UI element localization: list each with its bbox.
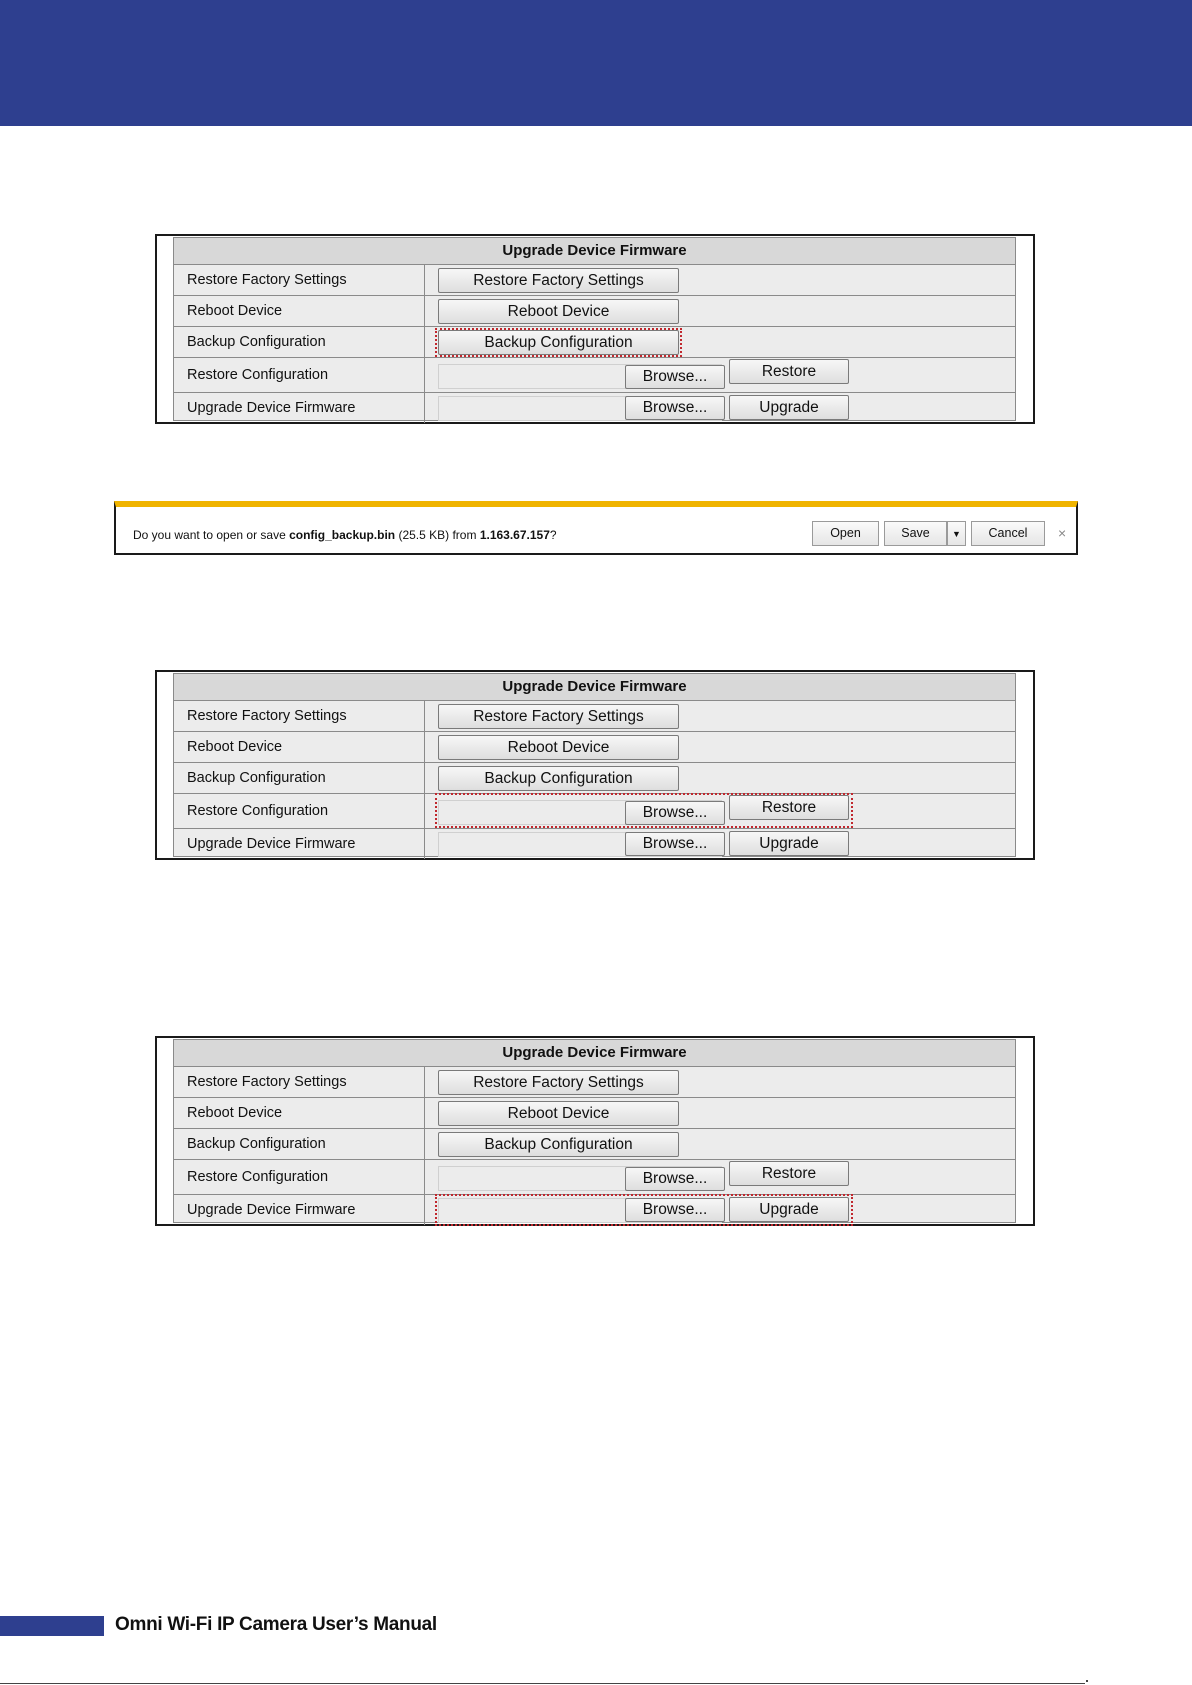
column-divider <box>424 1067 425 1097</box>
row-label: Upgrade Device Firmware <box>187 400 356 416</box>
row-upgrade-firmware <box>174 829 1015 859</box>
row-label: Restore Factory Settings <box>187 708 347 724</box>
footer-mark <box>1086 1680 1088 1682</box>
download-host: 1.163.67.157 <box>479 528 550 542</box>
column-divider <box>424 829 425 859</box>
firmware-panel-inner <box>173 1039 1016 1223</box>
backup-configuration-button[interactable]: Backup Configuration <box>438 330 679 355</box>
column-divider <box>424 701 425 731</box>
firmware-panel-inner <box>173 673 1016 857</box>
row-label: Restore Factory Settings <box>187 272 347 288</box>
upgrade-browse-button[interactable]: Browse... <box>625 1198 725 1222</box>
firmware-panel-restore <box>155 670 1035 860</box>
panel-title: Upgrade Device Firmware <box>174 674 1015 701</box>
message-prefix: Do you want to open or save <box>133 528 290 542</box>
column-divider <box>424 1195 425 1225</box>
row-label: Reboot Device <box>187 303 283 319</box>
restore-factory-settings-button[interactable]: Restore Factory Settings <box>438 704 679 729</box>
message-size: (25.5 KB) from <box>395 528 480 542</box>
row-label: Upgrade Device Firmware <box>187 836 356 852</box>
row-label: Restore Configuration <box>187 803 329 819</box>
row-restore-factory <box>174 1067 1015 1098</box>
column-divider <box>424 1160 425 1194</box>
row-label: Restore Configuration <box>187 1169 329 1185</box>
row-label: Backup Configuration <box>187 1136 326 1152</box>
upgrade-button[interactable]: Upgrade <box>729 831 849 856</box>
reboot-device-button[interactable]: Reboot Device <box>438 735 679 760</box>
row-label: Restore Factory Settings <box>187 1074 347 1090</box>
save-dropdown-button[interactable] <box>947 521 966 546</box>
restore-button[interactable]: Restore <box>729 795 849 820</box>
restore-factory-settings-button[interactable]: Restore Factory Settings <box>438 1070 679 1095</box>
row-backup-configuration <box>174 1129 1015 1160</box>
upgrade-browse-button[interactable]: Browse... <box>625 396 725 420</box>
download-notification-bar <box>114 501 1078 555</box>
row-label: Reboot Device <box>187 1105 283 1121</box>
close-icon[interactable]: × <box>1058 525 1067 541</box>
restore-factory-settings-button[interactable]: Restore Factory Settings <box>438 268 679 293</box>
row-reboot-device <box>174 1098 1015 1129</box>
firmware-panel-backup <box>155 234 1035 424</box>
column-divider <box>424 1129 425 1159</box>
row-reboot-device <box>174 732 1015 763</box>
restore-button[interactable]: Restore <box>729 1161 849 1186</box>
download-filename: config_backup.bin <box>289 528 396 542</box>
row-restore-configuration <box>174 358 1015 393</box>
restore-browse-button[interactable]: Browse... <box>625 801 725 825</box>
column-divider <box>424 1098 425 1128</box>
row-restore-factory <box>174 265 1015 296</box>
row-upgrade-firmware <box>174 1195 1015 1225</box>
firmware-panel-upgrade <box>155 1036 1035 1226</box>
row-backup-configuration <box>174 763 1015 794</box>
column-divider <box>424 763 425 793</box>
backup-configuration-button[interactable]: Backup Configuration <box>438 1132 679 1157</box>
footer-band <box>0 1616 104 1636</box>
column-divider <box>424 265 425 295</box>
download-message <box>133 528 557 542</box>
row-label: Backup Configuration <box>187 334 326 350</box>
footer-title: Omni Wi-Fi IP Camera User’s Manual <box>115 1614 437 1635</box>
chevron-down-icon: ▼ <box>952 529 961 539</box>
reboot-device-button[interactable]: Reboot Device <box>438 1101 679 1126</box>
restore-button[interactable]: Restore <box>729 359 849 384</box>
save-button[interactable]: Save <box>884 521 947 546</box>
row-label: Backup Configuration <box>187 770 326 786</box>
row-label: Upgrade Device Firmware <box>187 1202 356 1218</box>
footer-rule <box>0 1683 1085 1684</box>
column-divider <box>424 327 425 357</box>
cancel-button[interactable]: Cancel <box>971 521 1045 546</box>
row-upgrade-firmware <box>174 393 1015 423</box>
upgrade-button[interactable]: Upgrade <box>729 395 849 420</box>
panel-title: Upgrade Device Firmware <box>174 1040 1015 1067</box>
row-backup-configuration <box>174 327 1015 358</box>
reboot-device-button[interactable]: Reboot Device <box>438 299 679 324</box>
open-button[interactable]: Open <box>812 521 879 546</box>
column-divider <box>424 794 425 828</box>
panel-title: Upgrade Device Firmware <box>174 238 1015 265</box>
message-suffix: ? <box>549 528 557 542</box>
column-divider <box>424 358 425 392</box>
column-divider <box>424 732 425 762</box>
column-divider <box>424 393 425 423</box>
row-restore-configuration <box>174 794 1015 829</box>
backup-configuration-button[interactable]: Backup Configuration <box>438 766 679 791</box>
upgrade-browse-button[interactable]: Browse... <box>625 832 725 856</box>
upgrade-button[interactable]: Upgrade <box>729 1197 849 1222</box>
restore-browse-button[interactable]: Browse... <box>625 1167 725 1191</box>
header-band <box>0 0 1192 126</box>
row-label: Reboot Device <box>187 739 283 755</box>
row-restore-configuration <box>174 1160 1015 1195</box>
column-divider <box>424 296 425 326</box>
restore-browse-button[interactable]: Browse... <box>625 365 725 389</box>
row-reboot-device <box>174 296 1015 327</box>
row-label: Restore Configuration <box>187 367 329 383</box>
row-restore-factory <box>174 701 1015 732</box>
firmware-panel-inner <box>173 237 1016 421</box>
